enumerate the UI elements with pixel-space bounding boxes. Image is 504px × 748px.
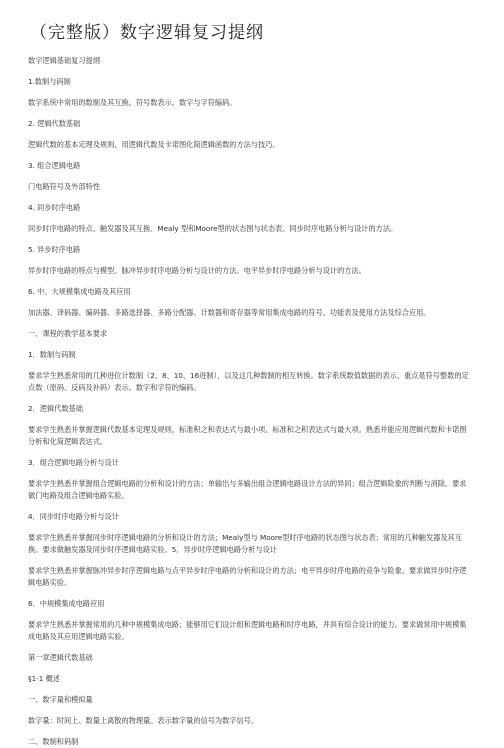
- paragraph: 第一章逻辑代数基础: [28, 653, 93, 662]
- paragraph: 门电路符号及外部特性: [28, 182, 100, 191]
- paragraph: 6．中规模集成电路应用: [28, 599, 105, 608]
- paragraph: 二、数制和码制: [28, 737, 79, 746]
- paragraph: 要求学生熟悉并掌握常用的几种中规模集成电路；能够用它们设计组和逻辑电路和时序电路，并具有综合设计的能力。要求做常用中规模集成电路及其应用逻辑电路实验。: [28, 620, 467, 641]
- paragraph: §1-1 概述: [28, 674, 60, 683]
- paragraph: 要求学生熟悉并掌握脉冲异步时序逻辑电路与点平异步时序电路的分析和设计的方法；电平异步时序电路的竞争与险象。要求做异步时序逻辑电路实验。: [28, 566, 467, 587]
- paragraph: 3. 组合逻辑电路: [28, 161, 81, 170]
- paragraph: 4．同步时序电路分析与设计: [28, 512, 119, 521]
- document-title: （完整版）数字逻辑复习提纲: [30, 23, 264, 43]
- paragraph: 5. 异步时序电路: [28, 245, 81, 254]
- paragraph: 一、数字量和模拟量: [28, 695, 93, 704]
- paragraph: 3．组合逻辑电路分析与设计: [28, 458, 119, 467]
- paragraph: 2. 逻辑代数基础: [28, 119, 81, 128]
- paragraph: 要求学生熟悉并掌握同步时序逻辑电路的分析和设计的方法；Mealy型与 Moore型时序电路的状态图与状态表；常用的几种触发器及其互换。要求做触发器及同步时序逻辑电路实验。5．异步时序逻辑电路分析与设计: [28, 533, 462, 554]
- document-body: [26, 55, 478, 748]
- paragraph: 6. 中、大规模集成电路及其应用: [28, 287, 131, 296]
- paragraph: 逻辑代数的基本定理及规则、用逻辑代数及卡诺图化简逻辑函数的方法与技巧。: [28, 140, 280, 149]
- paragraph: 要求学生熟悉并掌握逻辑代数基本定理及规则，标准积之和表达式与最小项、标准和之积表达式与最大项。熟悉并能应用逻辑代数和卡诺图分析和化简逻辑表达式。: [28, 425, 467, 446]
- paragraph: 同步时序电路的特点、触发器及其互换、Mealy 型和Moore型的状态图与状态表、同步时序电路分析与设计的方法。: [28, 224, 398, 233]
- paragraph: 异步时序电路的特点与模型、脉冲异步时序电路分析与设计的方法。电平异步时序电路分析与设计的方法。: [28, 266, 366, 275]
- paragraph: 2．逻辑代数基础: [28, 404, 83, 413]
- paragraph: 要求学生熟悉常用的几种进位计数制（2、8、10、16进制），以及这几种数制的相互转换。数字系统数值数据的表示、重点是符号整数的定点数（原码、反码及补码）表示。数字和字符的编码。: [28, 371, 469, 392]
- paragraph: 加法器、译码器、编码器、多路选择器、多路分配器、计数器和寄存器等常用集成电路的符号、功能表及使用方法及综合应用。: [28, 308, 431, 317]
- paragraph: 1.数制与码制: [28, 77, 71, 86]
- paragraph: 数字系统中常用的数制及其互换、符号数表示、数字与字符编码。: [28, 98, 237, 107]
- paragraph: 一、课程的教学基本要求: [28, 329, 108, 338]
- paragraph: 1．数制与码制: [28, 350, 76, 359]
- paragraph: 4. 同步时序电路: [28, 203, 81, 212]
- paragraph: 数字逻辑基础复习提纲: [28, 56, 100, 65]
- paragraph: 要求学生熟悉并掌握组合逻辑电路的分析和设计的方法；单输出与多输出组合逻辑电路设计方法的异同；组合逻辑险象的判断与消除。要求做门电路及组合逻辑电路实验。: [28, 479, 467, 500]
- paragraph: 数字量：时间上、数量上离散的物理量。表示数字量的信号为数字信号。: [28, 716, 259, 725]
